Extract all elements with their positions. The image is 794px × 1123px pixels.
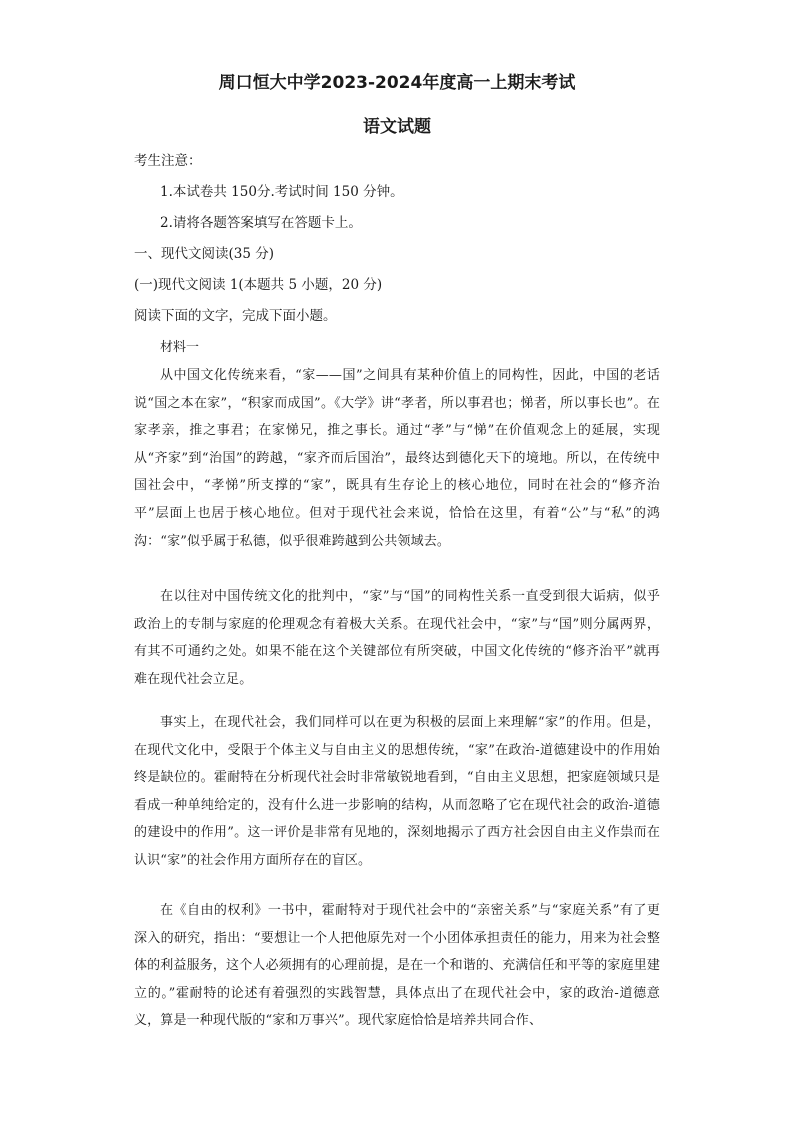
exam-title: 周口恒大中学2023-2024年度高一上期末考试 — [218, 73, 576, 93]
paragraph-2: 在以往对中国传统文化的批判中，“家”与“国”的同构性关系一直受到很大诟病，似乎政治上的专制与家庭的伦理观念有着极大关系。在现代社会中，“家”与“国”则分属两界，有其不可通约之处。如果不能在这个关键部位有所突破，中国文化传统的“修齐治平”就再难在现代社会立足。 — [134, 589, 660, 687]
reading-instruction: 阅读下面的文字，完成下面小题。 — [134, 308, 337, 324]
paragraph-3: 事实上，在现代社会，我们同样可以在更为积极的层面上来理解“家”的作用。但是，在现代文化中，受限于个体主义与自由主义的思想传统，“家”在政治-道德建设中的作用始终是缺位的。霍耐特在分析现代社会时非常敏锐地看到，“自由主义思想，把家庭领域只是看成一种单纯给定的，没有什么进一步影响的结构，从而忽略了它在现代社会的政治-道德的建设中的作用”。这一评价是非常有见地的，深刻地揭示了西方社会因自由主义作祟而在认识“家”的社会作用方面所存在的盲区。 — [134, 715, 660, 868]
subsection-title: (一)现代文阅读 1(本题共 5 小题，20 分) — [134, 277, 383, 293]
paragraph-1: 从中国文化传统来看，“家——国”之间具有某种价值上的同构性，因此，中国的老话说“国之本在家”，“积家而成国”。《大学》讲“孝者，所以事君也；悌者，所以事长也”。在家孝亲，推之事君；在家悌兄，推之事长。通过“孝”与“悌”在价值观念上的延展，实现从“齐家”到“治国”的跨越，“家齐而后国治”，最终达到德化天下的境地。所以，在传统中国社会中，“孝悌”所支撑的“家”，既具有生存论上的核心地位，同时在社会的“修齐治平”层面上也居于核心地位。但对于现代社会来说，恰恰在这里，有着“公”与“私”的鸿沟：“家”似乎属于私德，似乎很难跨越到公共领域去。 — [134, 368, 660, 549]
notice-item-2: 2.请将各题答案填写在答题卡上。 — [160, 215, 362, 231]
notice-item-1: 1.本试卷共 150分.考试时间 150 分钟。 — [160, 184, 404, 200]
paragraph-4: 在《自由的权利》一书中，霍耐特对于现代社会中的“亲密关系”与“家庭关系”有了更深入的研究，指出：“要想让一个人把他原先对一个小团体承担责任的能力，用来为社会整体的利益服务，这个人必须拥有的心理前提，是在一个和谐的、充满信任和平等的家庭里建立的。”霍耐特的论述有着强烈的实践智慧，具体点出了在现代社会中，家的政治-道德意义，算是一种现代版的“家和万事兴”。现代家庭恰恰是培养共同合作、 — [134, 903, 661, 1029]
material-label: 材料一 — [160, 340, 200, 355]
notice-heading: 考生注意： — [134, 153, 202, 169]
section-title: 一、现代文阅读(35 分) — [134, 246, 275, 262]
exam-subtitle: 语文试题 — [363, 117, 431, 137]
